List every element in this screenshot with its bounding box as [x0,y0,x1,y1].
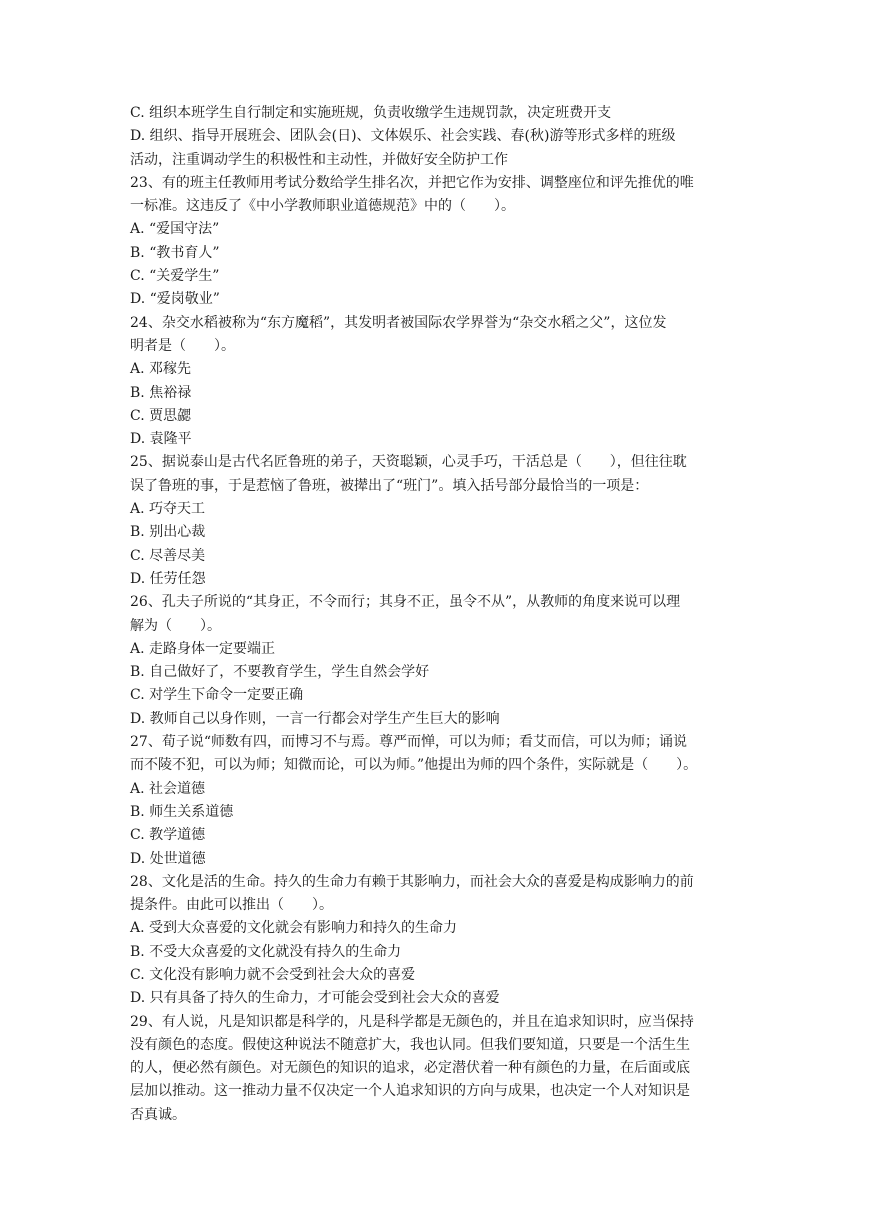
question-25-stem-cont: 误了鲁班的事，于是惹恼了鲁班，被撵出了“班门”。填入括号部分最恰当的一项是： [130,477,649,494]
question-29-stem-line-5: 否真诚。 [130,1106,186,1123]
document-page [130,102,740,1127]
question-29-stem: 29、有人说，凡是知识都是科学的，凡是科学都是无颜色的，并且在追求知识时，应当保持 [130,1013,694,1030]
question-28-option-a: A. 受到大众喜爱的文化就会有影响力和持久的生命力 [130,920,458,937]
question-24-option-a: A. 邓稼先 [130,361,192,378]
question-24-option-c: C. 贾思勰 [130,407,192,424]
question-25-option-d: D. 任劳任怨 [130,570,206,587]
question-26-option-b: B. 自己做好了，不要教育学生，学生自然会学好 [130,664,430,681]
question-26-option-d: D. 教师自己以身作则，一言一行都会对学生产生巨大的影响 [130,710,500,727]
question-25-option-b: B. 别出心裁 [130,524,206,541]
question-26-option-a: A. 走路身体一定要端正 [130,640,276,657]
option-d-continuation: 活动，注重调动学生的积极性和主动性，并做好安全防护工作 [130,151,508,168]
question-29-stem-line-3: 的人，便必然有颜色。对无颜色的知识的追求，必定潜伏着一种有颜色的力量，在后面或底 [130,1060,690,1077]
question-27-stem: 27、荀子说“师数有四，而博习不与焉。尊严而惮，可以为师；看艾而信，可以为师；诵说 [130,734,687,751]
question-24-stem: 24、杂交水稻被称为“东方魔稻”，其发明者被国际农学界誉为“杂交水稻之父”，这位发 [130,314,667,331]
question-28-option-c: C. 文化没有影响力就不会受到社会大众的喜爱 [130,966,416,983]
question-28-stem-cont: 提条件。由此可以推出（ ）。 [130,897,333,914]
question-25-option-c: C. 尽善尽美 [130,547,206,564]
question-28-stem: 28、文化是活的生命。持久的生命力有赖于其影响力，而社会大众的喜爱是构成影响力的前 [130,873,694,890]
question-24-option-b: B. 焦裕禄 [130,384,192,401]
question-28-option-d: D. 只有具备了持久的生命力，才可能会受到社会大众的喜爱 [130,990,500,1007]
question-28-option-b: B. 不受大众喜爱的文化就没有持久的生命力 [130,943,402,960]
question-27-option-c: C. 教学道德 [130,827,206,844]
question-23-stem-cont: 一标准。这违反了《中小学教师职业道德规范》中的（ ）。 [130,198,515,215]
question-25-option-a: A. 巧夺天工 [130,501,206,518]
question-25-stem: 25、据说泰山是古代名匠鲁班的弟子，天资聪颖，心灵手巧，干活总是（ ），但往往耽 [130,454,687,471]
question-29-stem-line-2: 没有颜色的态度。假使这种说法不随意扩大，我也认同。但我们要知道，只要是一个活生生 [130,1036,690,1053]
option-c-line: C. 组织本班学生自行制定和实施班规，负责收缴学生违规罚款，决定班费开支 [130,105,612,121]
question-23-stem: 23、有的班主任教师用考试分数给学生排名次，并把它作为安排、调整座位和评先推优的唯 [130,174,694,191]
question-23-option-c: C. “关爱学生” [130,268,220,285]
question-27-option-d: D. 处世道德 [130,850,206,867]
question-24-stem-cont: 明者是（ ）。 [130,337,235,354]
question-26-stem-cont: 解为（ ）。 [130,617,221,634]
question-23-option-b: B. “教书育人” [130,244,220,261]
option-d-line: D. 组织、指导开展班会、团队会(日)、文体娱乐、社会实践、春(秋)游等形式多样的班级 [130,128,676,145]
question-23-option-a: A. “爱国守法” [130,221,220,238]
question-29-stem-line-4: 层加以推动。这一推动力量不仅决定一个人追求知识的方向与成果，也决定一个人对知识是 [130,1083,690,1100]
question-26-option-c: C. 对学生下命令一定要正确 [130,687,304,704]
question-27-stem-cont: 而不陵不犯，可以为师；知微而论，可以为师。”他提出为师的四个条件，实际就是（ ）。 [130,757,698,774]
question-26-stem: 26、孔夫子所说的“其身正，不令而行；其身不正，虽令不从”，从教师的角度来说可以理 [130,594,681,611]
question-23-option-d: D. “爱岗敬业” [130,291,220,308]
question-24-option-d: D. 袁隆平 [130,431,192,448]
question-27-option-b: B. 师生关系道德 [130,803,234,820]
question-27-option-a: A. 社会道德 [130,780,206,797]
